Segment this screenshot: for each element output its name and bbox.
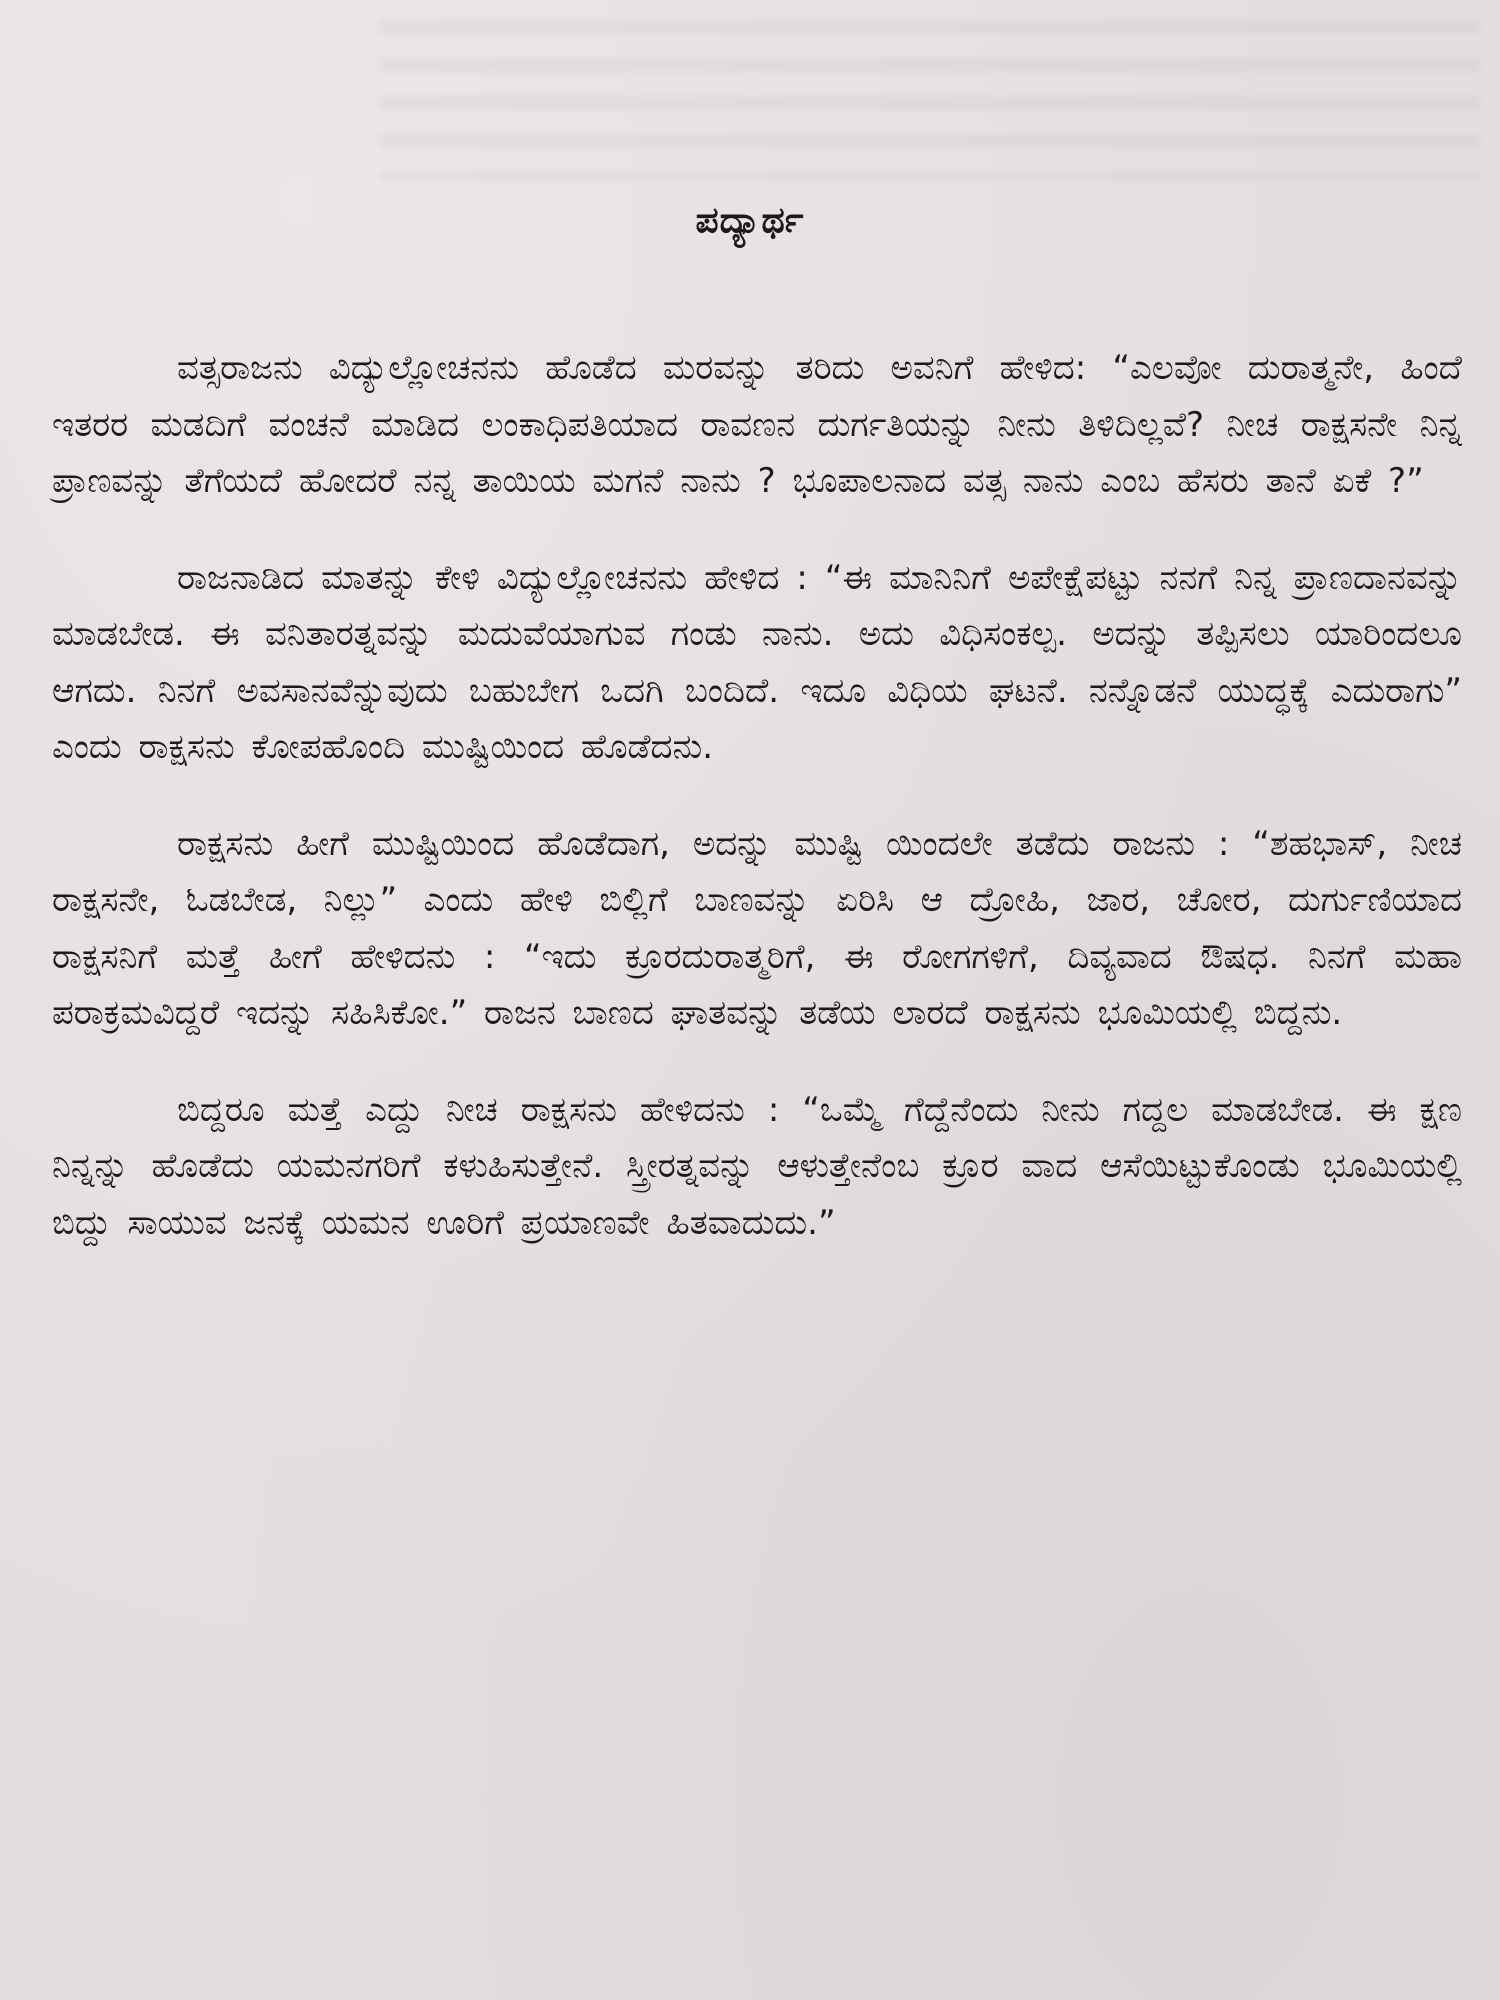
- paragraph-4: ಬಿದ್ದರೂ ಮತ್ತೆ ಎದ್ದು ನೀಚ ರಾಕ್ಷಸನು ಹೇಳಿದನು : “ಒಮ್ಮೆ ಗೆದ್ದೆನೆಂದು ನೀನು ಗದ್ದಲ ಮಾಡಬೇಡ. ಈ ಕ್ಷಣ ನಿನ್ನನ್ನು ಹೊಡೆದು ಯಮನಗರಿಗೆ ಕಳುಹಿಸುತ್ತೇನೆ. ಸ್ತ್ರೀರತ್ನವನ್ನು ಆಳುತ್ತೇನೆಂಬ ಕ್ರೂರ ವಾದ ಆಸೆಯಿಟ್ಟುಕೊಂಡು ಭೂಮಿಯಲ್ಲಿ ಬಿದ್ದು ಸಾಯುವ ಜನಕ್ಕೆ ಯಮನ ಊರಿಗೆ ಪ್ರಯಾಣವೇ ಹಿತವಾದುದು.”: [52, 1089, 1462, 1243]
- paragraph-2: ರಾಜನಾಡಿದ ಮಾತನ್ನು ಕೇಳಿ ವಿದ್ಯುಲ್ಲೋಚನನು ಹೇಳಿದ : “ಈ ಮಾನಿನಿಗೆ ಅಪೇಕ್ಷೆಪಟ್ಟು ನನಗೆ ನಿನ್ನ ಪ್ರಾಣದಾನವನ್ನು ಮಾಡಬೇಡ. ಈ ವನಿತಾರತ್ನವನ್ನು ಮದುವೆಯಾಗುವ ಗಂಡು ನಾನು. ಅದು ವಿಧಿಸಂಕಲ್ಪ. ಅದನ್ನು ತಪ್ಪಿಸಲು ಯಾರಿಂದಲೂ ಆಗದು. ನಿನಗೆ ಅವಸಾನವೆನ್ನುವುದು ಬಹುಬೇಗ ಒದಗಿ ಬಂದಿದೆ. ಇದೂ ವಿಧಿಯ ಘಟನೆ. ನನ್ನೊಡನೆ ಯುದ್ಧಕ್ಕೆ ಎದುರಾಗು” ಎಂದು ರಾಕ್ಷಸನು ಕೋಪಹೊಂದಿ ಮುಷ್ಟಿಯಿಂದ ಹೊಡೆದನು.: [52, 557, 1462, 767]
- page-title: ಪದ್ಯಾರ್ಥ: [695, 200, 805, 241]
- show-through-text: [380, 20, 1480, 180]
- paragraph-3: ರಾಕ್ಷಸನು ಹೀಗೆ ಮುಷ್ಟಿಯಿಂದ ಹೊಡೆದಾಗ, ಅದನ್ನು ಮುಷ್ಟಿ ಯಿಂದಲೇ ತಡೆದು ರಾಜನು : “ಶಹಭಾಸ್, ನೀಚ ರಾಕ್ಷಸನೇ, ಓಡಬೇಡ, ನಿಲ್ಲು” ಎಂದು ಹೇಳಿ ಬಿಲ್ಲಿಗೆ ಬಾಣವನ್ನು ಏರಿಸಿ ಆ ದ್ರೋಹಿ, ಜಾರ, ಚೋರ, ದುರ್ಗುಣಿಯಾದ ರಾಕ್ಷಸನಿಗೆ ಮತ್ತೆ ಹೀಗೆ ಹೇಳಿದನು : “ಇದು ಕ್ರೂರದುರಾತ್ಮರಿಗೆ, ಈ ರೋಗಗಳಿಗೆ, ದಿವ್ಯವಾದ ಔಷಧ. ನಿನಗೆ ಮಹಾ ಪರಾಕ್ರಮವಿದ್ದರೆ ಇದನ್ನು ಸಹಿಸಿಕೋ.” ರಾಜನ ಬಾಣದ ಘಾತವನ್ನು ತಡೆಯ ಲಾರದೆ ರಾಕ್ಷಸನು ಭೂಮಿಯಲ್ಲಿ ಬಿದ್ದನು.: [52, 823, 1462, 1033]
- paragraph-1: ವತ್ಸರಾಜನು ವಿದ್ಯುಲ್ಲೋಚನನು ಹೊಡೆದ ಮರವನ್ನು ತರಿದು ಅವನಿಗೆ ಹೇಳಿದ: “ಎಲವೋ ದುರಾತ್ಮನೇ, ಹಿಂದೆ ಇತರರ ಮಡದಿಗೆ ವಂಚನೆ ಮಾಡಿದ ಲಂಕಾಧಿಪತಿಯಾದ ರಾವಣನ ದುರ್ಗತಿಯನ್ನು ನೀನು ತಿಳಿದಿಲ್ಲವೆ? ನೀಚ ರಾಕ್ಷಸನೇ ನಿನ್ನ ಪ್ರಾಣವನ್ನು ತೆಗೆಯದೆ ಹೋದರೆ ನನ್ನ ತಾಯಿಯ ಮಗನೆ ನಾನು ? ಭೂಪಾಲನಾದ ವತ್ಸ ನಾನು ಎಂಬ ಹೆಸರು ತಾನೆ ಏಕೆ ?”: [52, 348, 1462, 501]
- body-text: [52, 340, 1462, 1291]
